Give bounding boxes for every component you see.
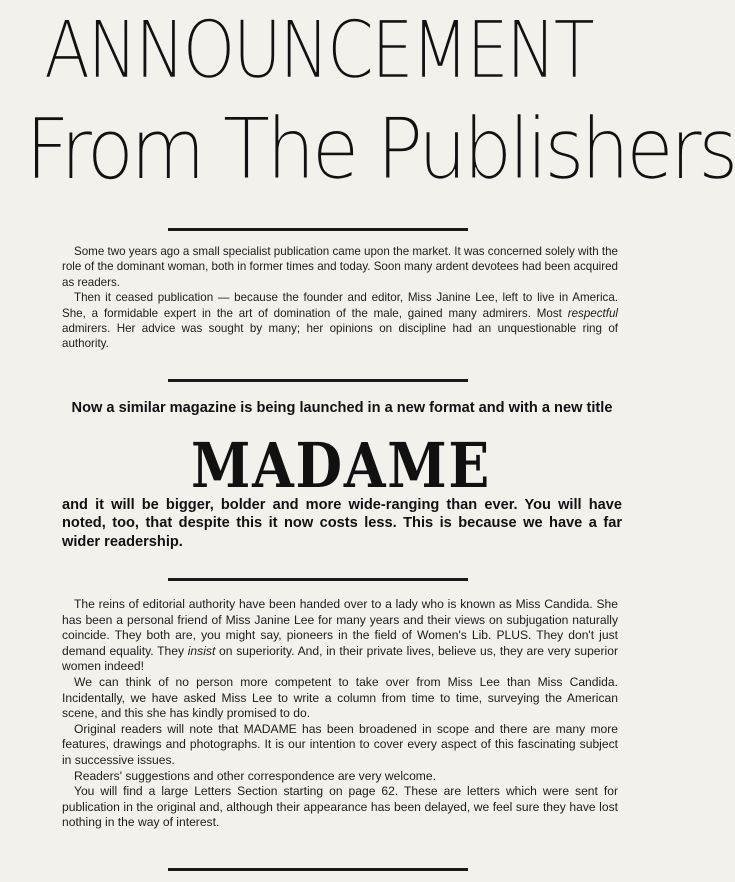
editorial-p1-emphasis: insist xyxy=(187,643,216,658)
divider-rule xyxy=(168,379,468,382)
editorial-paragraph-5: You will find a large Letters Section starting on page 62. These are letters which were sent for publication in the original and, although their appearance has been delayed, we feel sure they have lost nothing in the way of interest. xyxy=(62,784,618,830)
madame-logo-graphic xyxy=(186,429,496,502)
divider-rule xyxy=(168,578,468,581)
intro-section xyxy=(62,244,618,352)
headline-announcement: ANNOUNCEMENT xyxy=(44,6,593,96)
editorial-paragraph-2: We can think of no person more competent to take over from Miss Lee than Miss Candida. Incidentally, we have asked Miss Lee to write a column from time to time, surveying the American scene, and this she has kindly promised to do. xyxy=(62,674,618,721)
divider-rule xyxy=(168,868,468,871)
editorial-p1-text-b: on superiority. And, in their private lives, believe us, they are very superior women indeed! xyxy=(62,643,618,674)
intro-p2-text-b: admirers. Her advice was sought by many; her opinions on discipline had an unquestionable ring of authority. xyxy=(62,322,618,351)
editorial-paragraph-4: Readers' suggestions and other correspondence are very welcome. xyxy=(74,768,436,783)
editorial-paragraph-1 xyxy=(62,597,618,675)
editorial-paragraph-3: Original readers will note that MADAME has been broadened in scope and there are many more features, drawings and photographs. It is our intention to cover every aspect of this fascinating subject in successive issues. xyxy=(62,721,618,767)
launch-announcement: Now a similar magazine is being launched in a new format and with a new title xyxy=(71,400,613,416)
intro-paragraph-1: Some two years ago a small specialist publication came upon the market. It was concerned solely with the role of the dominant woman, both in former times and today. Soon many ardent devotees had been acquired as readers. xyxy=(62,245,618,289)
editorial-section xyxy=(62,597,618,831)
intro-p2-emphasis: respectful xyxy=(567,306,618,320)
editorial-p1-text-a: The reins of editorial authority have been handed over to a lady who is known as Miss Candida. She has been a personal friend of Miss Janine Lee for many years and their views on subjugation naturally coincide. They both are, you might say, pioneers in the field of Women's Lib. PLUS. They don't just demand equality. They xyxy=(62,597,618,658)
launch-followup: and it will be bigger, bolder and more wide-ranging than ever. You will have noted, too, that despite this it now costs less. This is because we have a far wider readership. xyxy=(62,497,622,550)
headline-from-the-publishers: From The Publishers xyxy=(25,100,735,198)
intro-paragraph-2 xyxy=(62,290,618,352)
divider-rule xyxy=(168,228,468,231)
intro-p2-text-a: Then it ceased publication — because the founder and editor, Miss Janine Lee, left to live in America. She, a formidable expert in the art of domination of the male, gained many admirers. Most xyxy=(62,291,618,320)
madame-title: MADAME xyxy=(191,429,491,502)
madame-masthead-logo xyxy=(186,429,496,502)
